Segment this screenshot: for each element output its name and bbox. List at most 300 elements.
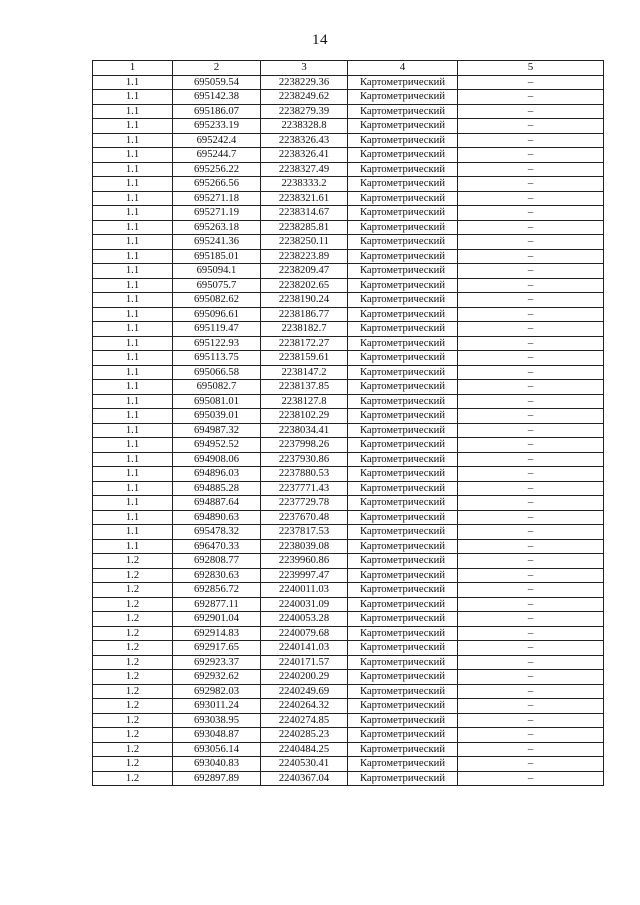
error-cell: – [458, 583, 604, 598]
point-number-cell: 1.1 [93, 322, 173, 337]
y-coordinate-cell: 2238159.61 [261, 351, 348, 366]
y-coordinate-cell: 2237817.53 [261, 525, 348, 540]
x-coordinate-cell: 695081.01 [173, 394, 261, 409]
error-cell: – [458, 713, 604, 728]
page-number: 14 [312, 32, 328, 48]
method-cell: Картометрический [348, 554, 458, 569]
x-coordinate-cell: 695186.07 [173, 104, 261, 119]
y-coordinate-cell: 2240031.09 [261, 597, 348, 612]
table-row [93, 525, 604, 540]
x-coordinate-cell: 694908.06 [173, 452, 261, 467]
error-cell: – [458, 249, 604, 264]
point-number-cell: 1.1 [93, 177, 173, 192]
table-row [93, 684, 604, 699]
table-row [93, 75, 604, 90]
table-row [93, 597, 604, 612]
method-cell: Картометрический [348, 264, 458, 279]
y-coordinate-cell: 2237670.48 [261, 510, 348, 525]
error-cell: – [458, 162, 604, 177]
error-cell: – [458, 409, 604, 424]
point-number-cell: 1.1 [93, 90, 173, 105]
error-cell: – [458, 467, 604, 482]
point-number-cell: 1.1 [93, 336, 173, 351]
x-coordinate-cell: 695082.62 [173, 293, 261, 308]
table-row [93, 148, 604, 163]
point-number-cell: 1.2 [93, 728, 173, 743]
point-number-cell: 1.1 [93, 133, 173, 148]
table-row [93, 220, 604, 235]
table-row [93, 380, 604, 395]
y-coordinate-cell: 2238127.8 [261, 394, 348, 409]
error-cell: – [458, 307, 604, 322]
x-coordinate-cell: 695233.19 [173, 119, 261, 134]
table-body [93, 61, 604, 786]
point-number-cell: 1.1 [93, 307, 173, 322]
y-coordinate-cell: 2238190.24 [261, 293, 348, 308]
x-coordinate-cell: 694952.52 [173, 438, 261, 453]
point-number-cell: 1.1 [93, 423, 173, 438]
method-cell: Картометрический [348, 177, 458, 192]
y-coordinate-cell: 2240530.41 [261, 757, 348, 772]
table-row [93, 713, 604, 728]
table-row [93, 510, 604, 525]
error-cell: – [458, 264, 604, 279]
point-number-cell: 1.1 [93, 119, 173, 134]
x-coordinate-cell: 693048.87 [173, 728, 261, 743]
x-coordinate-cell: 694987.32 [173, 423, 261, 438]
error-cell: – [458, 104, 604, 119]
error-cell: – [458, 597, 604, 612]
method-cell: Картометрический [348, 162, 458, 177]
point-number-cell: 1.1 [93, 264, 173, 279]
x-coordinate-cell: 693011.24 [173, 699, 261, 714]
method-cell: Картометрический [348, 684, 458, 699]
error-cell: – [458, 380, 604, 395]
y-coordinate-cell: 2238223.89 [261, 249, 348, 264]
method-cell: Картометрический [348, 249, 458, 264]
y-coordinate-cell: 2238326.43 [261, 133, 348, 148]
method-cell: Картометрический [348, 670, 458, 685]
y-coordinate-cell: 2240367.04 [261, 771, 348, 786]
y-coordinate-cell: 2238321.61 [261, 191, 348, 206]
table-row [93, 452, 604, 467]
x-coordinate-cell: 692877.11 [173, 597, 261, 612]
method-cell: Картометрический [348, 365, 458, 380]
point-number-cell: 1.1 [93, 75, 173, 90]
point-number-cell: 1.1 [93, 278, 173, 293]
x-coordinate-cell: 695119.47 [173, 322, 261, 337]
y-coordinate-cell: 2238172.27 [261, 336, 348, 351]
y-coordinate-cell: 2239997.47 [261, 568, 348, 583]
error-cell: – [458, 133, 604, 148]
table-row [93, 133, 604, 148]
point-number-cell: 1.1 [93, 438, 173, 453]
error-cell: – [458, 728, 604, 743]
y-coordinate-cell: 2240285.23 [261, 728, 348, 743]
y-coordinate-cell: 2239960.86 [261, 554, 348, 569]
method-cell: Картометрический [348, 75, 458, 90]
method-cell: Картометрический [348, 148, 458, 163]
y-coordinate-cell: 2240264.32 [261, 699, 348, 714]
y-coordinate-cell: 2240249.69 [261, 684, 348, 699]
method-cell: Картометрический [348, 293, 458, 308]
x-coordinate-cell: 692923.37 [173, 655, 261, 670]
point-number-cell: 1.2 [93, 641, 173, 656]
point-number-cell: 1.1 [93, 235, 173, 250]
x-coordinate-cell: 694890.63 [173, 510, 261, 525]
x-coordinate-cell: 693040.83 [173, 757, 261, 772]
error-cell: – [458, 641, 604, 656]
x-coordinate-cell: 692897.89 [173, 771, 261, 786]
error-cell: – [458, 452, 604, 467]
y-coordinate-cell: 2238034.41 [261, 423, 348, 438]
error-cell: – [458, 525, 604, 540]
table-row [93, 771, 604, 786]
error-cell: – [458, 119, 604, 134]
point-number-cell: 1.1 [93, 104, 173, 119]
x-coordinate-cell: 693038.95 [173, 713, 261, 728]
method-cell: Картометрический [348, 771, 458, 786]
table-row [93, 728, 604, 743]
y-coordinate-cell: 2238328.8 [261, 119, 348, 134]
x-coordinate-cell: 692914.83 [173, 626, 261, 641]
point-number-cell: 1.2 [93, 612, 173, 627]
point-number-cell: 1.1 [93, 467, 173, 482]
y-coordinate-cell: 2238186.77 [261, 307, 348, 322]
table-row [93, 423, 604, 438]
table-row [93, 235, 604, 250]
point-number-cell: 1.1 [93, 351, 173, 366]
table-row [93, 191, 604, 206]
table-row [93, 365, 604, 380]
x-coordinate-cell: 695271.19 [173, 206, 261, 221]
point-number-cell: 1.1 [93, 539, 173, 554]
y-coordinate-cell: 2238279.39 [261, 104, 348, 119]
error-cell: – [458, 394, 604, 409]
point-number-cell: 1.1 [93, 525, 173, 540]
point-number-cell: 1.1 [93, 496, 173, 511]
point-number-cell: 1.1 [93, 206, 173, 221]
x-coordinate-cell: 695122.93 [173, 336, 261, 351]
y-coordinate-cell: 2237930.86 [261, 452, 348, 467]
method-cell: Картометрический [348, 452, 458, 467]
method-cell: Картометрический [348, 409, 458, 424]
error-cell: – [458, 568, 604, 583]
y-coordinate-cell: 2240011.03 [261, 583, 348, 598]
point-number-cell: 1.1 [93, 452, 173, 467]
method-cell: Картометрический [348, 278, 458, 293]
x-coordinate-cell: 695113.75 [173, 351, 261, 366]
y-coordinate-cell: 2238039.08 [261, 539, 348, 554]
method-cell: Картометрический [348, 191, 458, 206]
x-coordinate-cell: 692856.72 [173, 583, 261, 598]
table-row [93, 626, 604, 641]
error-cell: – [458, 293, 604, 308]
point-number-cell: 1.1 [93, 409, 173, 424]
error-cell: – [458, 496, 604, 511]
table-row [93, 264, 604, 279]
error-cell: – [458, 206, 604, 221]
table-row [93, 206, 604, 221]
point-number-cell: 1.1 [93, 162, 173, 177]
method-cell: Картометрический [348, 728, 458, 743]
x-coordinate-cell: 695185.01 [173, 249, 261, 264]
y-coordinate-cell: 2240053.28 [261, 612, 348, 627]
table-row [93, 336, 604, 351]
method-cell: Картометрический [348, 510, 458, 525]
method-cell: Картометрический [348, 322, 458, 337]
table-row [93, 438, 604, 453]
y-coordinate-cell: 2238182.7 [261, 322, 348, 337]
column-header: 5 [458, 61, 604, 76]
table-row [93, 104, 604, 119]
x-coordinate-cell: 694885.28 [173, 481, 261, 496]
method-cell: Картометрический [348, 380, 458, 395]
table-row [93, 278, 604, 293]
error-cell: – [458, 670, 604, 685]
x-coordinate-cell: 696470.33 [173, 539, 261, 554]
x-coordinate-cell: 692830.63 [173, 568, 261, 583]
error-cell: – [458, 177, 604, 192]
table-row [93, 409, 604, 424]
y-coordinate-cell: 2240200.29 [261, 670, 348, 685]
table-row [93, 162, 604, 177]
method-cell: Картометрический [348, 220, 458, 235]
point-number-cell: 1.1 [93, 394, 173, 409]
method-cell: Картометрический [348, 467, 458, 482]
point-number-cell: 1.2 [93, 771, 173, 786]
error-cell: – [458, 148, 604, 163]
method-cell: Картометрический [348, 713, 458, 728]
error-cell: – [458, 438, 604, 453]
error-cell: – [458, 191, 604, 206]
table-row [93, 322, 604, 337]
method-cell: Картометрический [348, 641, 458, 656]
error-cell: – [458, 655, 604, 670]
point-number-cell: 1.1 [93, 365, 173, 380]
x-coordinate-cell: 692932.62 [173, 670, 261, 685]
column-header: 3 [261, 61, 348, 76]
table-row [93, 119, 604, 134]
table-row [93, 539, 604, 554]
method-cell: Картометрический [348, 525, 458, 540]
error-cell: – [458, 90, 604, 105]
x-coordinate-cell: 695478.32 [173, 525, 261, 540]
x-coordinate-cell: 695066.58 [173, 365, 261, 380]
x-coordinate-cell: 695266.56 [173, 177, 261, 192]
x-coordinate-cell: 692901.04 [173, 612, 261, 627]
y-coordinate-cell: 2240274.85 [261, 713, 348, 728]
point-number-cell: 1.2 [93, 554, 173, 569]
x-coordinate-cell: 695244.7 [173, 148, 261, 163]
table-row [93, 568, 604, 583]
table-row [93, 612, 604, 627]
coordinates-table [92, 60, 604, 786]
method-cell: Картометрический [348, 481, 458, 496]
method-cell: Картометрический [348, 307, 458, 322]
table-row [93, 742, 604, 757]
point-number-cell: 1.1 [93, 510, 173, 525]
x-coordinate-cell: 695142.38 [173, 90, 261, 105]
point-number-cell: 1.1 [93, 481, 173, 496]
error-cell: – [458, 423, 604, 438]
method-cell: Картометрический [348, 757, 458, 772]
method-cell: Картометрический [348, 206, 458, 221]
table-row [93, 394, 604, 409]
method-cell: Картометрический [348, 655, 458, 670]
table-row [93, 641, 604, 656]
y-coordinate-cell: 2238314.67 [261, 206, 348, 221]
y-coordinate-cell: 2240141.03 [261, 641, 348, 656]
y-coordinate-cell: 2238249.62 [261, 90, 348, 105]
x-coordinate-cell: 692982.03 [173, 684, 261, 699]
table-row [93, 177, 604, 192]
error-cell: – [458, 684, 604, 699]
y-coordinate-cell: 2237771.43 [261, 481, 348, 496]
y-coordinate-cell: 2238102.29 [261, 409, 348, 424]
point-number-cell: 1.2 [93, 597, 173, 612]
y-coordinate-cell: 2238333.2 [261, 177, 348, 192]
point-number-cell: 1.1 [93, 293, 173, 308]
point-number-cell: 1.2 [93, 583, 173, 598]
point-number-cell: 1.1 [93, 220, 173, 235]
error-cell: – [458, 235, 604, 250]
y-coordinate-cell: 2238229.36 [261, 75, 348, 90]
point-number-cell: 1.2 [93, 626, 173, 641]
error-cell: – [458, 336, 604, 351]
y-coordinate-cell: 2238285.81 [261, 220, 348, 235]
method-cell: Картометрический [348, 351, 458, 366]
point-number-cell: 1.2 [93, 713, 173, 728]
y-coordinate-cell: 2238326.41 [261, 148, 348, 163]
point-number-cell: 1.1 [93, 191, 173, 206]
method-cell: Картометрический [348, 394, 458, 409]
error-cell: – [458, 351, 604, 366]
point-number-cell: 1.2 [93, 568, 173, 583]
error-cell: – [458, 481, 604, 496]
point-number-cell: 1.2 [93, 742, 173, 757]
error-cell: – [458, 539, 604, 554]
method-cell: Картометрический [348, 568, 458, 583]
y-coordinate-cell: 2238147.2 [261, 365, 348, 380]
column-header: 1 [93, 61, 173, 76]
point-number-cell: 1.2 [93, 757, 173, 772]
method-cell: Картометрический [348, 235, 458, 250]
error-cell: – [458, 626, 604, 641]
table-row [93, 481, 604, 496]
method-cell: Картометрический [348, 583, 458, 598]
x-coordinate-cell: 694887.64 [173, 496, 261, 511]
x-coordinate-cell: 695094.1 [173, 264, 261, 279]
column-header: 2 [173, 61, 261, 76]
method-cell: Картометрический [348, 597, 458, 612]
method-cell: Картометрический [348, 496, 458, 511]
y-coordinate-cell: 2240079.68 [261, 626, 348, 641]
x-coordinate-cell: 695241.36 [173, 235, 261, 250]
table-row [93, 554, 604, 569]
x-coordinate-cell: 695059.54 [173, 75, 261, 90]
table-row [93, 307, 604, 322]
x-coordinate-cell: 692917.65 [173, 641, 261, 656]
table-row [93, 699, 604, 714]
error-cell: – [458, 278, 604, 293]
table-row [93, 496, 604, 511]
x-coordinate-cell: 695075.7 [173, 278, 261, 293]
error-cell: – [458, 757, 604, 772]
y-coordinate-cell: 2237998.26 [261, 438, 348, 453]
table-row [93, 670, 604, 685]
x-coordinate-cell: 695271.18 [173, 191, 261, 206]
x-coordinate-cell: 694896.03 [173, 467, 261, 482]
table-row [93, 655, 604, 670]
x-coordinate-cell: 695242.4 [173, 133, 261, 148]
method-cell: Картометрический [348, 90, 458, 105]
table-row [93, 351, 604, 366]
method-cell: Картометрический [348, 742, 458, 757]
table-row [93, 583, 604, 598]
x-coordinate-cell: 693056.14 [173, 742, 261, 757]
y-coordinate-cell: 2238327.49 [261, 162, 348, 177]
x-coordinate-cell: 695263.18 [173, 220, 261, 235]
y-coordinate-cell: 2238250.11 [261, 235, 348, 250]
method-cell: Картометрический [348, 119, 458, 134]
point-number-cell: 1.2 [93, 670, 173, 685]
y-coordinate-cell: 2240484.25 [261, 742, 348, 757]
error-cell: – [458, 322, 604, 337]
error-cell: – [458, 510, 604, 525]
x-coordinate-cell: 695256.22 [173, 162, 261, 177]
error-cell: – [458, 612, 604, 627]
x-coordinate-cell: 695039.01 [173, 409, 261, 424]
table-row [93, 467, 604, 482]
method-cell: Картометрический [348, 133, 458, 148]
method-cell: Картометрический [348, 612, 458, 627]
error-cell: – [458, 742, 604, 757]
error-cell: – [458, 771, 604, 786]
point-number-cell: 1.1 [93, 380, 173, 395]
method-cell: Картометрический [348, 438, 458, 453]
y-coordinate-cell: 2238202.65 [261, 278, 348, 293]
error-cell: – [458, 554, 604, 569]
y-coordinate-cell: 2238209.47 [261, 264, 348, 279]
y-coordinate-cell: 2237880.53 [261, 467, 348, 482]
point-number-cell: 1.2 [93, 684, 173, 699]
y-coordinate-cell: 2240171.57 [261, 655, 348, 670]
x-coordinate-cell: 695082.7 [173, 380, 261, 395]
error-cell: – [458, 365, 604, 380]
y-coordinate-cell: 2238137.85 [261, 380, 348, 395]
error-cell: – [458, 75, 604, 90]
point-number-cell: 1.1 [93, 249, 173, 264]
method-cell: Картометрический [348, 539, 458, 554]
point-number-cell: 1.1 [93, 148, 173, 163]
table-header-row [93, 61, 604, 76]
point-number-cell: 1.2 [93, 655, 173, 670]
x-coordinate-cell: 692808.77 [173, 554, 261, 569]
x-coordinate-cell: 695096.61 [173, 307, 261, 322]
error-cell: – [458, 699, 604, 714]
method-cell: Картометрический [348, 423, 458, 438]
table-row [93, 249, 604, 264]
column-header: 4 [348, 61, 458, 76]
method-cell: Картометрический [348, 336, 458, 351]
point-number-cell: 1.2 [93, 699, 173, 714]
table-row [93, 293, 604, 308]
method-cell: Картометрический [348, 626, 458, 641]
table-row [93, 757, 604, 772]
y-coordinate-cell: 2237729.78 [261, 496, 348, 511]
error-cell: – [458, 220, 604, 235]
